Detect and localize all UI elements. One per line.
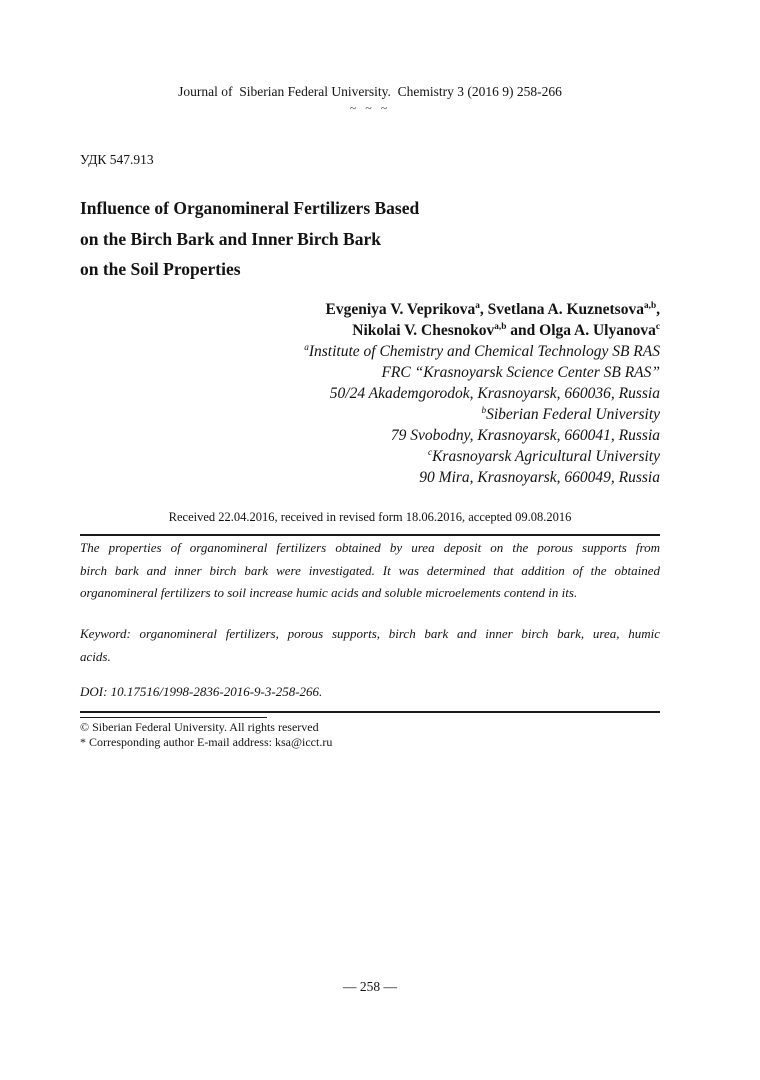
keywords-line: acids. bbox=[80, 648, 111, 664]
affiliation-text: 50/24 Akademgorodok, Krasnoyarsk, 660036, Russia bbox=[329, 385, 660, 402]
copyright-line: © Siberian Federal University. All rights reserved bbox=[80, 720, 319, 734]
author-separator: , bbox=[656, 301, 660, 318]
footnotes-block bbox=[80, 720, 660, 750]
affiliation-line bbox=[80, 341, 660, 362]
abstract-line: birch bark and inner birch bark were investigated. It was determined that addition of the obtained bbox=[80, 562, 660, 578]
author-affiliation-mark: c bbox=[655, 321, 660, 332]
authors-line-1 bbox=[80, 299, 660, 320]
keywords-line: Keyword: organomineral fertilizers, porous supports, birch bark and inner birch bark, urea, humic bbox=[80, 626, 660, 641]
authors-line-2 bbox=[80, 320, 660, 341]
page-number: — 258 — bbox=[343, 979, 397, 994]
divider-rule-bottom bbox=[80, 711, 660, 713]
author-name: , Svetlana A. Kuznetsova bbox=[479, 301, 644, 318]
affiliation-text: 79 Svobodny, Krasnoyarsk, 660041, Russia bbox=[390, 427, 660, 444]
affiliation-line bbox=[80, 446, 660, 467]
authors-affiliations-block bbox=[80, 299, 660, 488]
affiliation-text: Krasnoyarsk Agricultural University bbox=[432, 448, 660, 465]
abstract-line: The properties of organomineral fertilizers obtained by urea deposit on the porous supports from bbox=[80, 540, 660, 555]
affiliation-mark: c bbox=[427, 447, 433, 458]
author-name: Evgeniya V. Veprikova bbox=[325, 301, 476, 318]
author-affiliation-mark: a,b bbox=[494, 321, 507, 332]
author-affiliation-mark: a,b bbox=[643, 300, 657, 311]
corresponding-author-line: * Corresponding author E-mail address: ksa@icct.ru bbox=[80, 735, 333, 750]
author-name: Nikolai V. Chesnokov bbox=[352, 322, 495, 339]
abstract-paragraph bbox=[80, 537, 660, 605]
affiliation-text: 90 Mira, Krasnoyarsk, 660049, Russia bbox=[419, 469, 660, 486]
affiliation-text: FRC “Krasnoyarsk Science Center SB RAS” bbox=[381, 364, 660, 381]
abstract-line: organomineral fertilizers to soil increase humic acids and soluble microelements contend in its. bbox=[80, 585, 578, 600]
title-line-1: Influence of Organomineral Fertilizers Based bbox=[80, 198, 420, 218]
doi-line: DOI: 10.17516/1998-2836-2016-9-3-258-266. bbox=[80, 684, 323, 699]
affiliation-line bbox=[80, 467, 660, 488]
divider-rule-top bbox=[80, 534, 660, 536]
affiliation-line bbox=[80, 425, 660, 446]
affiliation-line bbox=[80, 404, 660, 425]
author-name: and Olga A. Ulyanova bbox=[506, 322, 656, 339]
affiliation-mark: a bbox=[304, 342, 309, 353]
affiliation-line bbox=[80, 362, 660, 383]
header-ornament: ~ ~ ~ bbox=[349, 101, 391, 115]
received-dates-line: Received 22.04.2016, received in revised form 18.06.2016, accepted 09.08.2016 bbox=[168, 510, 572, 524]
journal-header: Journal of Siberian Federal University. Chemistry 3 (2016 9) 258-266 bbox=[178, 84, 562, 99]
title-line-2: on the Birch Bark and Inner Birch Bark bbox=[80, 228, 381, 249]
affiliation-mark: b bbox=[481, 405, 487, 416]
affiliation-text: Institute of Chemistry and Chemical Technology SB RAS bbox=[308, 343, 660, 360]
affiliation-line bbox=[80, 383, 660, 404]
article-title bbox=[80, 193, 660, 285]
title-line-3: on the Soil Properties bbox=[80, 259, 241, 279]
footnote-rule bbox=[80, 717, 267, 718]
affiliation-text: Siberian Federal University bbox=[486, 406, 660, 423]
udc-code: УДК 547.913 bbox=[80, 152, 154, 167]
keywords-paragraph bbox=[80, 623, 660, 668]
author-affiliation-mark: a bbox=[475, 300, 480, 311]
